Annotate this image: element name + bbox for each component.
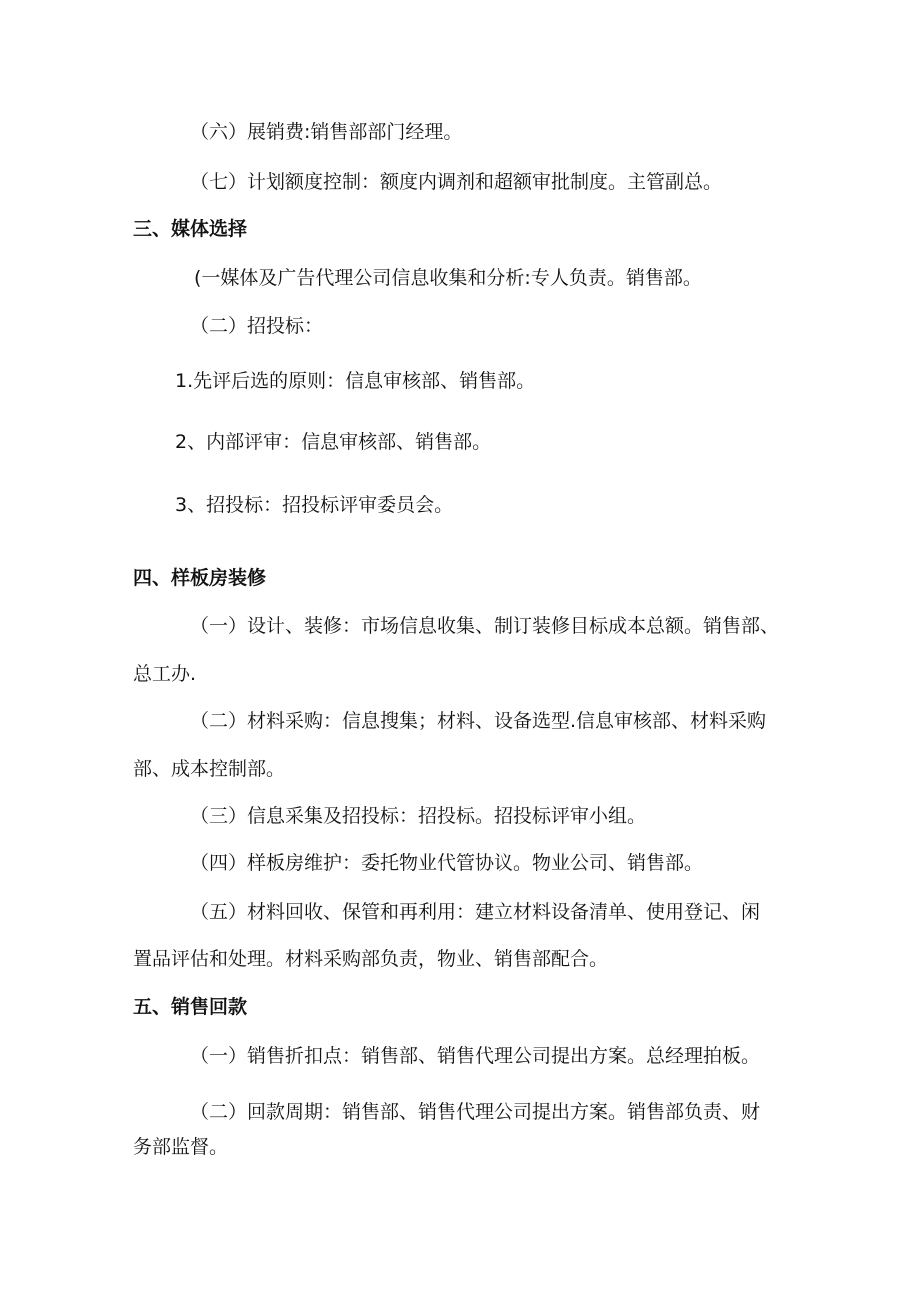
item-info-bidding: （三）信息采集及招投标：招投标。招投标评审小组。 bbox=[190, 805, 647, 827]
section-heading-showroom: 四、样板房装修 bbox=[133, 567, 267, 589]
item-material-recycle-cont: 置品评估和处理。材料采购部负责，物业、销售部配合。 bbox=[133, 948, 609, 970]
item-material-purchase: （二）材料采购：信息搜集；材料、设备选型.信息审核部、材料采购 bbox=[190, 710, 767, 732]
item-material-recycle: （五）材料回收、保管和再利用：建立材料设备清单、使用登记、闲 bbox=[190, 901, 761, 923]
item-sales-discount: （一）销售折扣点：销售部、销售代理公司提出方案。总经理拍板。 bbox=[190, 1045, 761, 1067]
item-design-decoration: （一）设计、装修：市场信息收集、制订装修目标成本总额。销售部、 bbox=[190, 615, 780, 637]
section-heading-payment: 五、销售回款 bbox=[133, 996, 248, 1018]
item-payment-cycle-cont: 务部监督。 bbox=[133, 1136, 229, 1158]
item-2-internal-review: 2、内部评审：信息审核部、销售部。 bbox=[175, 431, 492, 453]
section-heading-media: 三、媒体选择 bbox=[133, 218, 248, 240]
item-1-evaluate-first: 1.先评后选的原则：信息审核部、销售部。 bbox=[175, 370, 536, 392]
item-media-info: (一媒体及广告代理公司信息收集和分析:专人负责。销售部。 bbox=[194, 267, 702, 289]
item-design-decoration-cont: 总工办. bbox=[133, 663, 197, 685]
item-six-exhibition-fee: （六）展销费:销售部部门经理。 bbox=[190, 121, 463, 143]
item-bidding: （二）招投标： bbox=[190, 315, 324, 337]
item-seven-plan-quota: （七）计划额度控制：额度内调剂和超额审批制度。主管副总。 bbox=[190, 171, 723, 193]
item-material-purchase-cont: 部、成本控制部。 bbox=[133, 758, 286, 780]
item-showroom-maintenance: （四）样板房维护：委托物业代管协议。物业公司、销售部。 bbox=[190, 852, 704, 874]
item-3-bidding-committee: 3、招投标：招投标评审委员会。 bbox=[175, 494, 454, 516]
item-payment-cycle: （二）回款周期：销售部、销售代理公司提出方案。销售部负责、财 bbox=[190, 1101, 761, 1123]
